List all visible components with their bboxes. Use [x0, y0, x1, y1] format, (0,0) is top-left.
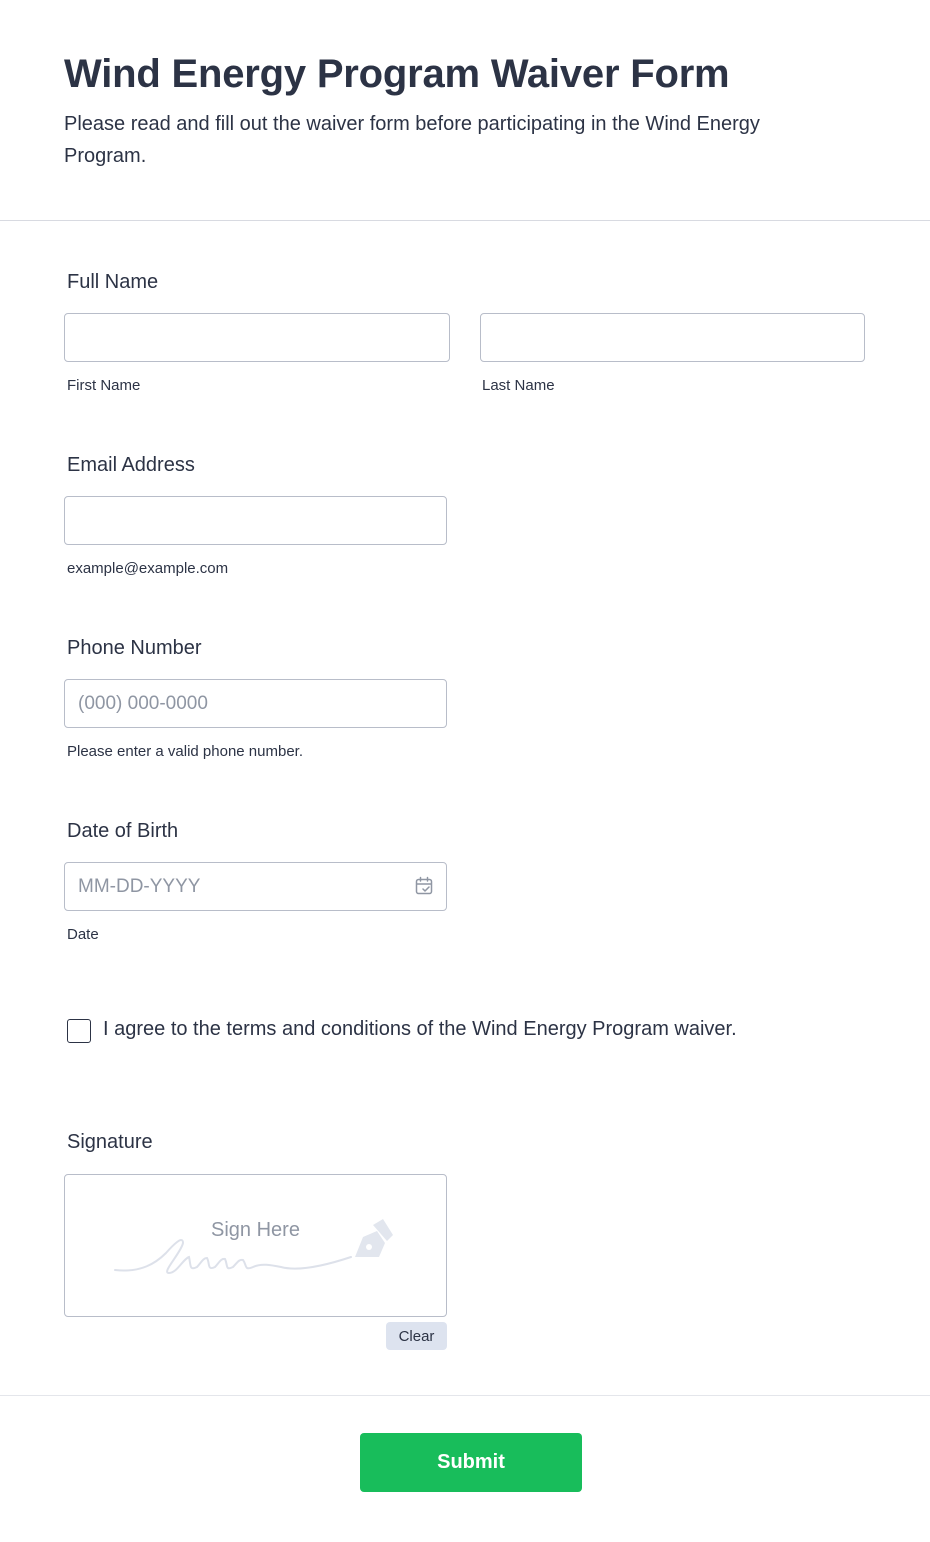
footer-divider [0, 1395, 930, 1396]
phone-label: Phone Number [67, 637, 202, 659]
submit-button[interactable]: Submit [360, 1433, 582, 1492]
agreement-checkbox[interactable] [67, 1019, 91, 1043]
phone-input[interactable] [64, 679, 447, 728]
dob-label: Date of Birth [67, 820, 179, 842]
first-name-sublabel: First Name [67, 377, 141, 394]
page-subtitle: Please read and fill out the waiver form before participating in the Wind Energy Program. [64, 113, 760, 167]
last-name-input[interactable] [480, 313, 865, 362]
dob-sublabel: Date [67, 926, 99, 943]
email-input[interactable] [64, 496, 447, 545]
signature-label: Signature [67, 1131, 153, 1153]
full-name-label: Full Name [67, 271, 159, 293]
phone-sublabel: Please enter a valid phone number. [67, 743, 303, 760]
agreement-label[interactable]: I agree to the terms and conditions of the Wind Energy Program waiver. [103, 1018, 737, 1040]
last-name-sublabel: Last Name [482, 377, 555, 394]
pen-nib-icon [355, 1219, 393, 1257]
page-title: Wind Energy Program Waiver Form [64, 52, 730, 96]
signature-pad[interactable] [64, 1174, 447, 1317]
first-name-input[interactable] [64, 313, 450, 362]
email-sublabel: example@example.com [67, 560, 229, 577]
email-label: Email Address [67, 454, 195, 476]
signature-placeholder: Sign Here [211, 1219, 300, 1241]
form-header [0, 0, 930, 221]
dob-input[interactable] [64, 862, 447, 911]
calendar-icon[interactable] [414, 876, 434, 896]
clear-signature-button[interactable]: Clear [386, 1322, 447, 1350]
